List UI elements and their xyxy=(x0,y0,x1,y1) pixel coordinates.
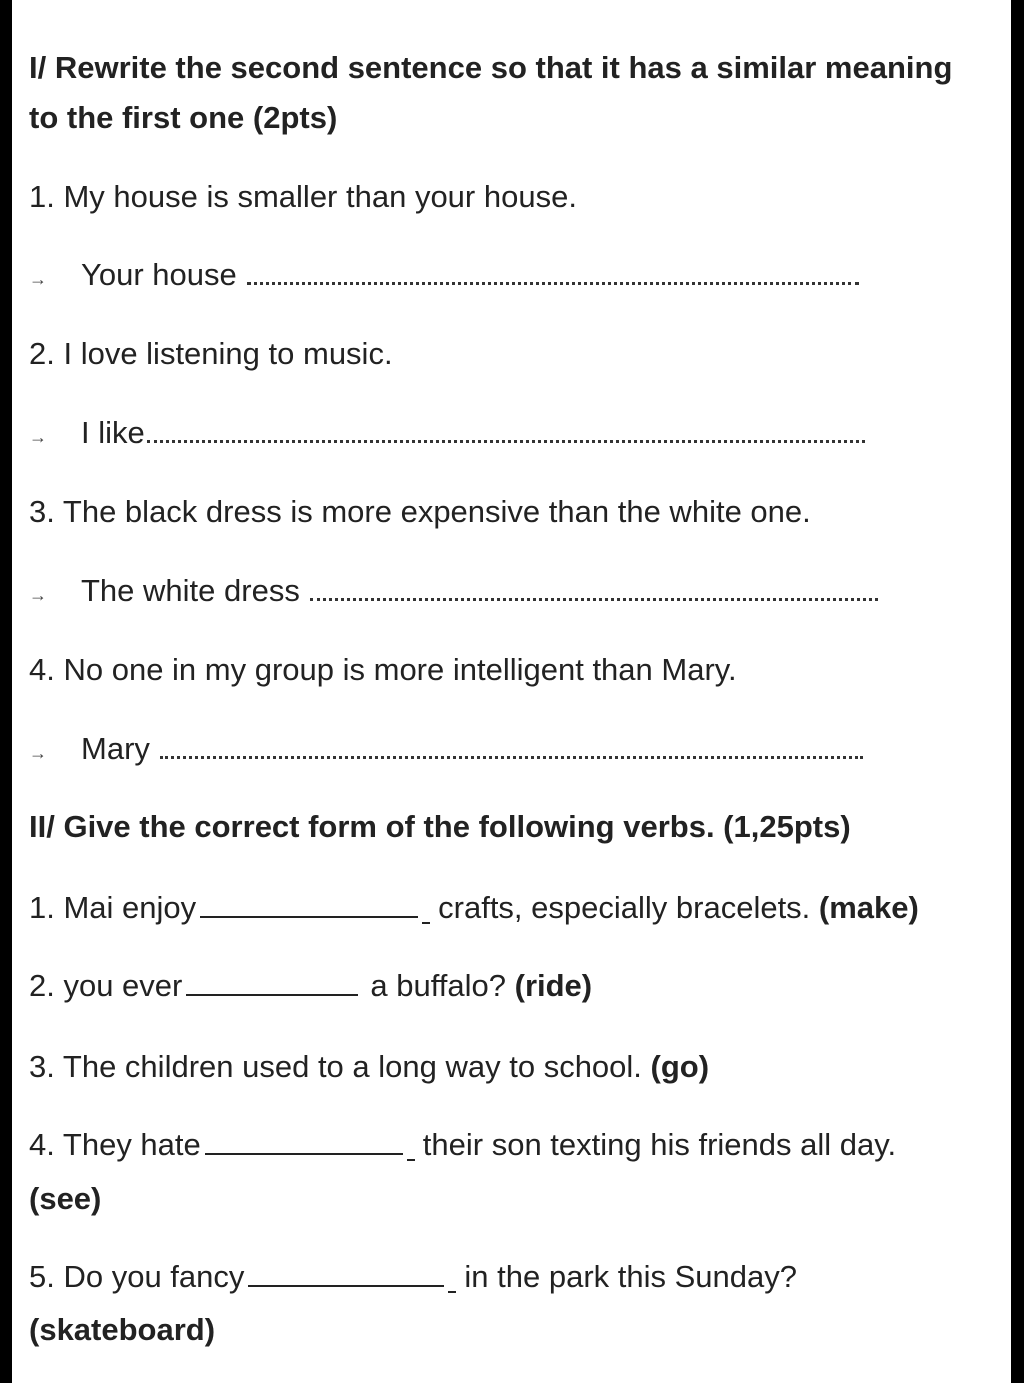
blank-tick xyxy=(422,922,430,924)
section1-item4-answer-line xyxy=(29,733,863,764)
arrow-icon: → xyxy=(29,742,47,763)
section1-heading-line1: I/ Rewrite the second sentence so that it has a similar meaning xyxy=(29,50,953,85)
answer-blank-1[interactable] xyxy=(247,281,859,285)
section1-item4-prompt: Mary xyxy=(81,731,150,766)
section2-item4-verb: (see) xyxy=(29,1181,102,1216)
section1-item2-prompt: I like xyxy=(81,415,145,450)
section2-item2-before: 2. you ever xyxy=(29,968,183,1003)
verb-blank-4[interactable] xyxy=(205,1152,403,1155)
section2-item1 xyxy=(29,892,919,923)
section2-heading: II/ Give the correct form of the following verbs. (1,25pts) xyxy=(29,809,851,844)
section2-item1-verb: (make) xyxy=(818,890,919,925)
verb-blank-1[interactable] xyxy=(200,915,418,918)
arrow-icon: → xyxy=(29,584,47,605)
section1-item2-answer-line xyxy=(29,417,865,448)
worksheet-page xyxy=(12,0,1011,1383)
section2-item5-after: in the park this Sunday? xyxy=(464,1259,798,1294)
answer-blank-4[interactable] xyxy=(160,755,863,759)
verb-blank-2[interactable] xyxy=(186,993,358,996)
section2-item3 xyxy=(29,1051,709,1082)
answer-blank-3[interactable] xyxy=(310,597,878,601)
section1-heading-line2: to the first one (2pts) xyxy=(29,100,338,135)
section1-item3-sentence: 3. The black dress is more expensive than the white one. xyxy=(29,494,811,529)
section1-item4-sentence: 4. No one in my group is more intelligent than Mary. xyxy=(29,652,737,687)
section2-item1-after: crafts, especially bracelets. xyxy=(438,890,811,925)
section2-item1-before: 1. Mai enjoy xyxy=(29,890,197,925)
section1-item1-prompt: Your house xyxy=(81,257,237,292)
arrow-icon: → xyxy=(29,268,47,289)
blank-tick xyxy=(407,1159,415,1161)
section2-item2-after: a buffalo? xyxy=(370,968,506,1003)
arrow-icon: → xyxy=(29,426,47,447)
answer-blank-2[interactable] xyxy=(147,439,865,443)
section2-item2-verb: (ride) xyxy=(514,968,593,1003)
section2-item4-before: 4. They hate xyxy=(29,1127,201,1162)
blank-tick xyxy=(448,1291,456,1293)
section2-item5 xyxy=(29,1261,797,1292)
section1-item3-prompt: The white dress xyxy=(81,573,300,608)
section1-item2-sentence: 2. I love listening to music. xyxy=(29,336,393,371)
section1-item1-answer-line xyxy=(29,259,859,290)
section2-item5-before: 5. Do you fancy xyxy=(29,1259,245,1294)
section2-item5-verb: (skateboard) xyxy=(29,1312,216,1347)
verb-blank-5[interactable] xyxy=(248,1284,444,1287)
section2-item4 xyxy=(29,1129,896,1160)
section2-item4-after: their son texting his friends all day. xyxy=(422,1127,897,1162)
section1-item3-answer-line xyxy=(29,575,878,606)
section2-item2 xyxy=(29,970,592,1001)
section2-item3-verb: (go) xyxy=(650,1049,710,1084)
section1-item1-sentence: 1. My house is smaller than your house. xyxy=(29,179,577,214)
section2-item3-before: 3. The children used to a long way to school. xyxy=(29,1049,642,1084)
